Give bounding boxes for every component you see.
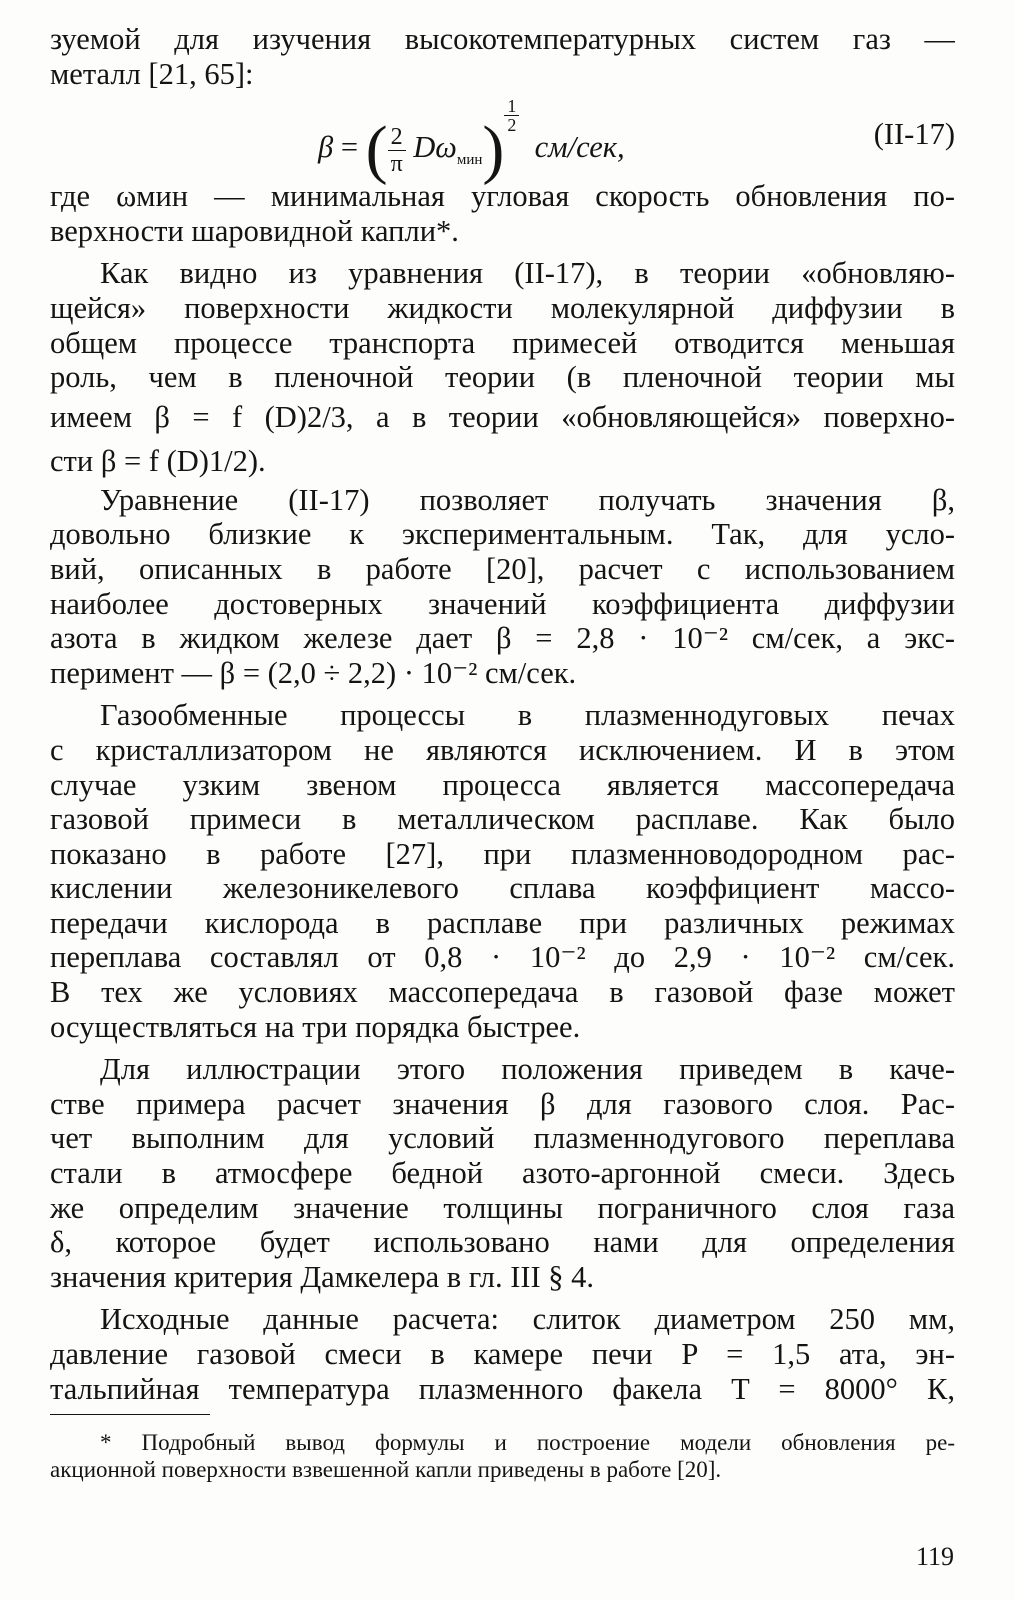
page-body xyxy=(50,22,955,1483)
text-line: показано в работе [27], при плазменноводородном рас- xyxy=(50,836,955,871)
eq-omega-sub: мин xyxy=(456,152,483,169)
eq-exponent xyxy=(504,97,519,134)
text-line: Газообменные процессы в плазменнодуговых печах xyxy=(100,698,955,733)
eq-fraction xyxy=(388,124,406,177)
equation-number: (II-17) xyxy=(873,117,955,152)
text-line: наиболее достоверных значений коэффициента диффузии xyxy=(50,586,955,621)
text-line: переплава составлял от 0,8 · 10⁻² до 2,9 · 10⁻² см/сек. xyxy=(50,940,955,975)
text-line: стве примера расчет значения β для газового слоя. Рас- xyxy=(50,1086,955,1121)
text-line: сти β = f (D)1/2). xyxy=(50,443,266,478)
text-line: азота в жидком железе дает β = 2,8 · 10⁻² см/сек, а экс- xyxy=(50,621,955,656)
page-number: 119 xyxy=(915,1542,954,1571)
text-line: Исходные данные расчета: слиток диаметром 250 мм, xyxy=(100,1302,955,1337)
eq-omega: ω xyxy=(435,130,457,165)
text-line: перимент — β = (2,0 ÷ 2,2) · 10⁻² см/сек. xyxy=(50,655,577,690)
text-line: передачи кислорода в расплаве при различных режимах xyxy=(50,905,955,940)
text-line: давление газовой смеси в камере печи P = 1,5 ата, эн- xyxy=(50,1337,955,1371)
text-line: вий, описанных в работе [20], расчет с использованием xyxy=(50,551,955,586)
text-line: с кристаллизатором не являются исключением. И в этом xyxy=(50,732,955,767)
text-line: В тех же условиях массопередача в газовой фазе может xyxy=(50,975,955,1010)
footnote-rule xyxy=(50,1414,210,1415)
equation-II-17 xyxy=(50,91,955,187)
text-line: значения критерия Дамкелера в гл. III § 4. xyxy=(50,1259,595,1294)
eq-units: см/сек, xyxy=(534,130,625,165)
eq-beta: β xyxy=(318,130,334,165)
text-line: довольно близкие к экспериментальным. Так, для усло- xyxy=(50,517,955,552)
text-line: верхности шаровидной капли*. xyxy=(50,213,459,248)
eq-frac-num: 2 xyxy=(388,124,406,151)
equation-formula xyxy=(318,97,625,188)
text-line: тальпийная температура плазменного факела T = 8000° К, xyxy=(50,1371,955,1406)
eq-equals: = xyxy=(340,130,359,165)
eq-exp-num: 1 xyxy=(504,97,519,116)
eq-close-paren: ) xyxy=(482,113,505,187)
text-line: стали в атмосфере бедной азото-аргонной смеси. Здесь xyxy=(50,1156,955,1191)
footnote-line: акционной поверхности взвешенной капли приведены в работе [20]. xyxy=(50,1457,722,1483)
text-line: щейся» поверхности жидкости молекулярной диффузии в xyxy=(50,290,955,325)
text-line: Для иллюстрации этого положения приведем в каче- xyxy=(100,1052,955,1087)
text-line: Как видно из уравнения (II-17), в теории «обновляю- xyxy=(100,256,955,291)
text-line: металл [21, 65]: xyxy=(50,56,254,91)
footnote-line: * Подробный вывод формулы и построение модели обновления ре- xyxy=(100,1430,955,1456)
text-line: зуемой для изучения высокотемпературных систем газ — xyxy=(50,22,955,56)
text-line: осуществляться на три порядка быстрее. xyxy=(50,1009,581,1044)
text-line: Уравнение (II-17) позволяет получать значения β, xyxy=(100,482,955,517)
text-line: газовой примеси в металлическом расплаве. Как было xyxy=(50,802,955,837)
text-line: где ωмин — минимальная угловая скорость обновления по- xyxy=(50,179,955,214)
eq-open-paren: ( xyxy=(365,113,388,187)
eq-D: D xyxy=(413,130,436,165)
text-line: чет выполним для условий плазменнодугового переплава xyxy=(50,1121,955,1156)
text-line: кислении железоникелевого сплава коэффициент массо- xyxy=(50,871,955,906)
text-line: δ, которое будет использовано нами для определения xyxy=(50,1225,955,1260)
text-line: имеем β = f (D)2/3, а в теории «обновляющейся» поверхно- xyxy=(50,399,955,434)
text-line: случае узким звеном процесса является массопередача xyxy=(50,767,955,802)
text-line: роль, чем в пленочной теории (в пленочной теории мы xyxy=(50,360,955,395)
eq-frac-den: π xyxy=(390,150,403,177)
eq-exp-den: 2 xyxy=(507,115,517,136)
text-line: же определим значение толщины пограничного слоя газа xyxy=(50,1190,955,1225)
text-line: общем процессе транспорта примесей отводится меньшая xyxy=(50,325,955,360)
